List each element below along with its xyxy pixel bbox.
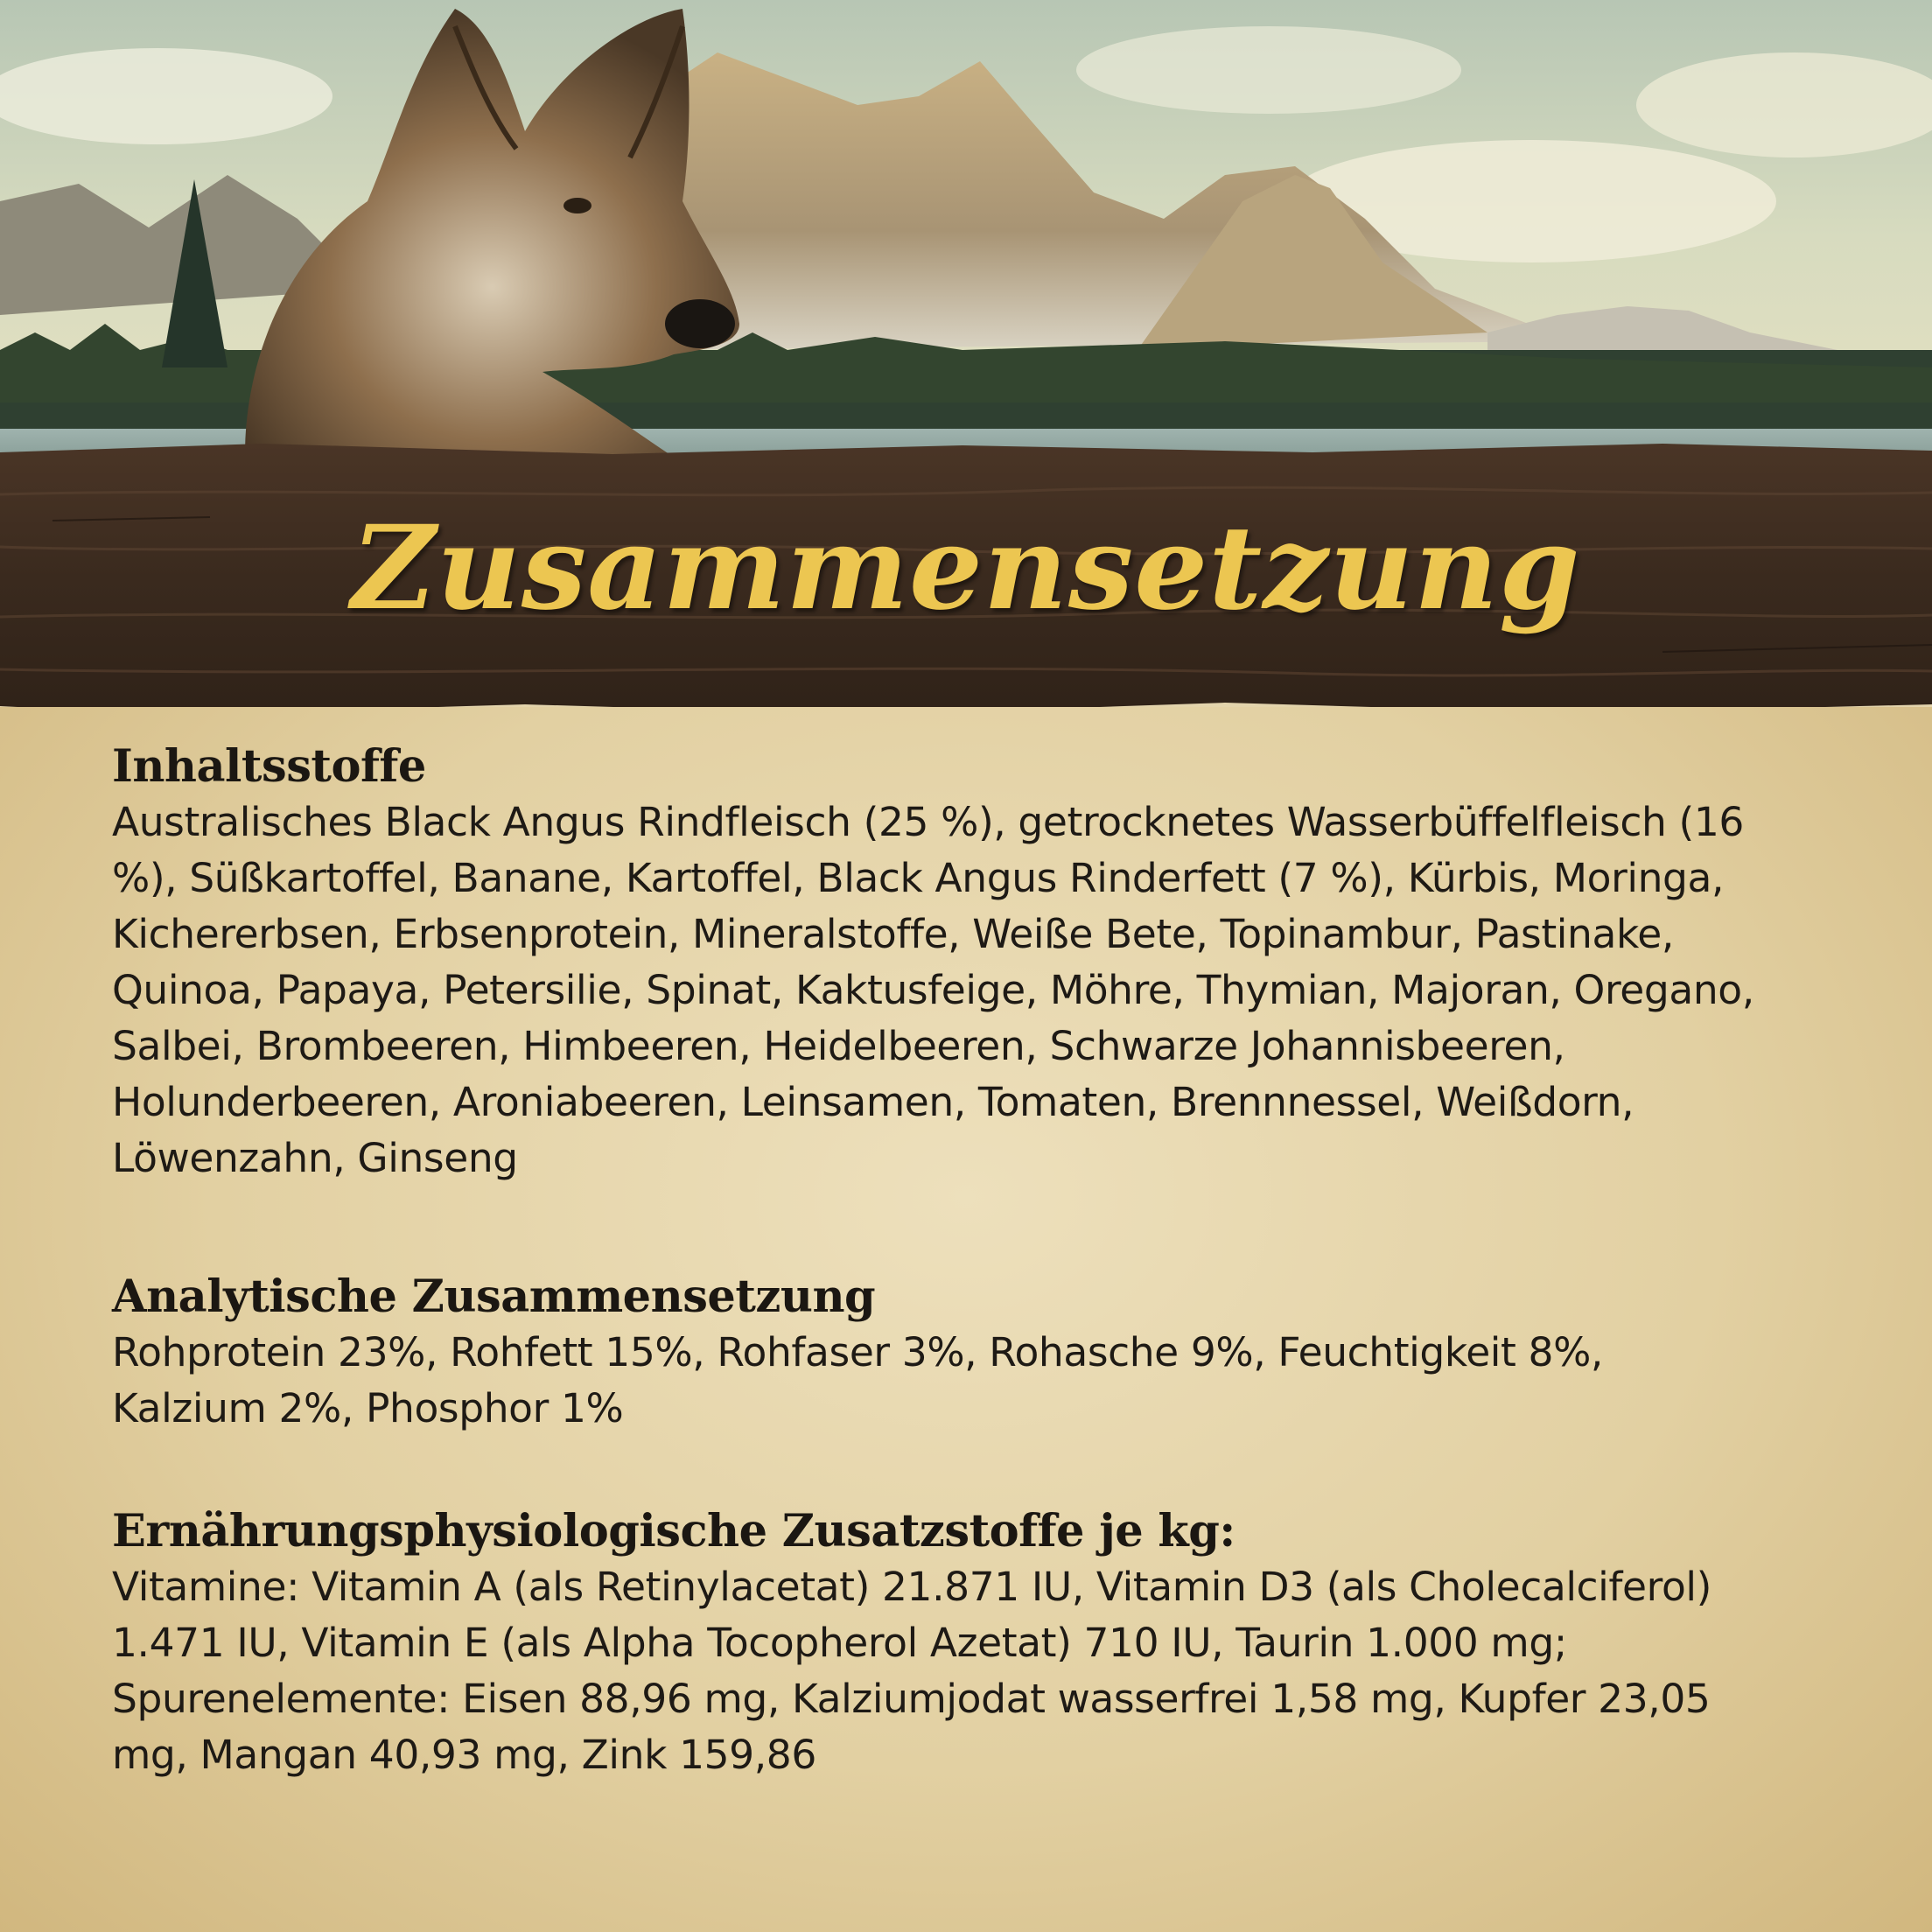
additives-line: 1.471 IU, Vitamin E (als Alpha Tocopherol Azetat) 710 IU, Taurin 1.000 mg; [112, 1620, 1567, 1666]
additives-line: Spurenelemente: Eisen 88,96 mg, Kalziumjodat wasserfrei 1,58 mg, Kupfer 23,05 [112, 1676, 1711, 1722]
analytic-line: Kalzium 2%, Phosphor 1% [112, 1385, 624, 1432]
landscape-wolf-image [0, 0, 1932, 472]
analytic-section [112, 1269, 1827, 1437]
page-title: Zusammensetzung [351, 500, 1581, 636]
ingredients-heading: Inhaltsstoffe [112, 740, 426, 793]
ingredients-line: Holunderbeeren, Aroniabeeren, Leinsamen, Tomaten, Brennnessel, Weißdorn, [112, 1079, 1634, 1125]
ingredients-line: %), Süßkartoffel, Banane, Kartoffel, Black Angus Rinderfett (7 %), Kürbis, Moringa, [112, 855, 1725, 901]
ingredients-line: Australisches Black Angus Rindfleisch (25 %), getrocknetes Wasserbüffelfleisch (16 [112, 799, 1744, 845]
analytic-heading: Analytische Zusammensetzung [112, 1270, 876, 1323]
additives-line: Vitamine: Vitamin A (als Retinylacetat) 21.871 IU, Vitamin D3 (als Cholecalciferol) [112, 1564, 1712, 1610]
additives-line: mg, Mangan 40,93 mg, Zink 159,86 [112, 1732, 816, 1778]
additives-section [112, 1503, 1827, 1783]
ingredients-line: Quinoa, Papaya, Petersilie, Spinat, Kaktusfeige, Möhre, Thymian, Majoran, Oregano, [112, 967, 1754, 1013]
ingredients-line: Löwenzahn, Ginseng [112, 1135, 518, 1181]
additives-heading: Ernährungsphysiologische Zusatzstoffe je kg: [112, 1505, 1236, 1558]
ingredients-line: Kichererbsen, Erbsenprotein, Mineralstoffe, Weiße Bete, Topinambur, Pastinake, [112, 911, 1674, 957]
ingredients-line: Salbei, Brombeeren, Himbeeren, Heidelbeeren, Schwarze Johannisbeeren, [112, 1023, 1565, 1069]
ingredients-section [112, 738, 1827, 1186]
analytic-line: Rohprotein 23%, Rohfett 15%, Rohfaser 3%, Rohasche 9%, Feuchtigkeit 8%, [112, 1329, 1603, 1376]
